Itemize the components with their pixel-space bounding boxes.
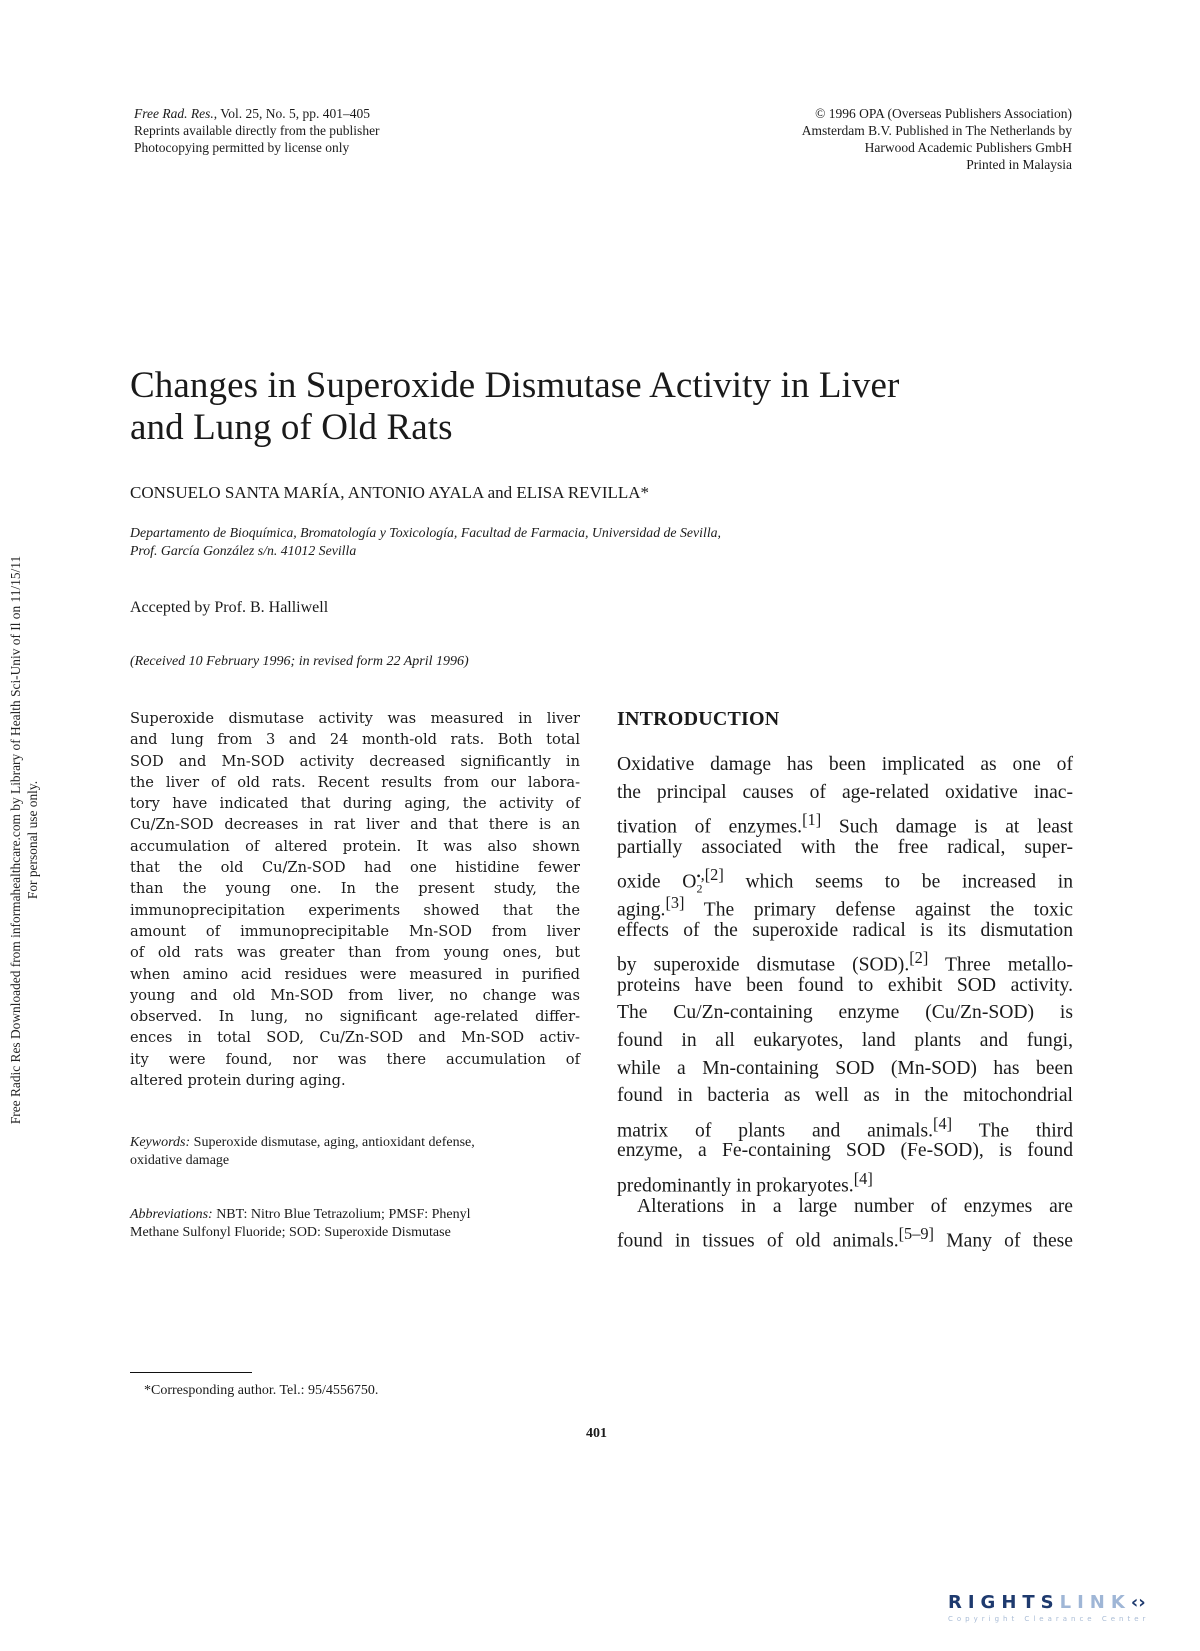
abstract-line: accumulation of altered protein. It was also shown [130,837,580,855]
intro-text: tivation of enzymes. [617,816,803,838]
rightslink-subtitle: Copyright Clearance Center [948,1615,1150,1623]
intro-text: predominantly in prokaryotes. [617,1175,854,1197]
abstract-line: ity were found, nor was there accumulation of [130,1050,580,1068]
abbreviations-label: Abbreviations: [130,1207,213,1222]
keywords-text-cont: oxidative damage [130,1153,230,1168]
printed-in: Printed in Malaysia [966,157,1072,172]
download-notice [7,556,41,1124]
abstract-line: and lung from 3 and 24 month-old rats. Both total [130,731,580,749]
intro-line: The Cu/Zn-containing enzyme (Cu/Zn-SOD) is [617,1002,1073,1024]
intro-line [617,1220,1073,1252]
rightslink-dark: RIGHTS [948,1592,1060,1613]
intro-line: the principal causes of age-related oxidative inac- [617,781,1073,803]
abbreviations-text: NBT: Nitro Blue Tetrazolium; PMSF: Phenyl [212,1207,471,1222]
rightslink-logo[interactable] [948,1593,1178,1627]
intro-line: partially associated with the free radical, super- [617,836,1073,858]
journal-citation [134,105,380,156]
citation-ref: [3] [665,892,685,912]
intro-line: found in bacteria as well as in the mitochondrial [617,1085,1073,1107]
download-notice-line2: For personal use only. [25,780,40,900]
abstract-line: that the old Cu/Zn-SOD had one histidine fewer [130,859,580,877]
keywords [130,1134,585,1170]
received-dates: (Received 10 February 1996; in revised form 22 April 1996) [130,654,469,669]
abstract-line: than the young one. In the present study, the [130,880,580,898]
journal-name: Free Rad. Res. [134,106,214,121]
journal-volume: , Vol. 25, No. 5, pp. 401–405 [213,106,370,121]
article-title-line1: Changes in Superoxide Dismutase Activity in Liver [130,365,900,406]
accepted-by: Accepted by Prof. B. Halliwell [130,599,329,616]
intro-text: Such damage is at least [821,816,1073,838]
abstract-line: ences in total SOD, Cu/Zn-SOD and Mn-SOD activ- [130,1029,580,1047]
rightslink-arrows-icon: ‹› [1130,1592,1146,1613]
abstract-line: of old rats was greater than from young ones, but [130,944,580,962]
affiliation-line1: Departamento de Bioquímica, Bromatología y Toxicología, Facultad de Farmacia, Universidad de Sevilla, [130,525,722,540]
subscript: 2 [696,881,703,896]
intro-line: enzyme, a Fe-containing SOD (Fe-SOD), is found [617,1140,1073,1162]
introduction-body [617,751,1073,1252]
rightslink-light: LINK [1059,1592,1131,1613]
intro-line: Alterations in a large number of enzymes are [637,1195,1073,1217]
intro-line [617,1165,1073,1197]
citation-ref: [4] [933,1113,953,1133]
copyright-line: © 1996 OPA (Overseas Publishers Association) [815,106,1072,121]
intro-text: oxide O [617,871,697,893]
abbreviations-text-cont: Methane Sulfonyl Fluoride; SOD: Superoxide Dismutase [130,1225,451,1240]
intro-line [617,806,1073,838]
abstract-line: Superoxide dismutase activity was measured in liver [130,710,580,727]
abstract-line: altered protein during aging. [130,1072,346,1090]
publisher-info [802,105,1072,173]
abstract-line: amount of immunoprecipitable Mn-SOD from liver [130,922,580,940]
abstract-line: observed. In lung, no significant age-related differ- [130,1008,580,1026]
abstract-line: young and old Mn-SOD from liver, no change was [130,986,580,1004]
intro-line [617,889,1073,921]
download-notice-line1: Free Radic Res Downloaded from informahealthcare.com by Library of Health Sci-Univ of Il on 11/15/11 [8,555,23,1125]
keywords-text: Superoxide dismutase, aging, antioxidant defense, [190,1135,475,1150]
intro-line [617,861,1073,896]
footnote-rule [130,1372,252,1373]
article-title-line2: and Lung of Old Rats [130,407,453,448]
intro-line: while a Mn-containing SOD (Mn-SOD) has been [617,1057,1073,1079]
publisher-name: Harwood Academic Publishers GmbH [864,140,1072,155]
intro-line: effects of the superoxide radical is its dismutation [617,919,1073,941]
abstract-line: when amino acid residues were measured in purified [130,965,580,983]
corresponding-author-footnote: *Corresponding author. Tel.: 95/4556750. [144,1383,379,1398]
intro-line: found in all eukaryotes, land plants and fungi, [617,1029,1073,1051]
affiliation-line2: Prof. García González s/n. 41012 Sevilla [130,543,357,558]
citation-ref: [4] [853,1168,873,1188]
intro-line [617,944,1073,976]
abstract-line: immunoprecipitation experiments showed that the [130,901,580,919]
abstract [130,708,580,1091]
intro-text: by superoxide dismutase (SOD). [617,954,910,976]
intro-line: proteins have been found to exhibit SOD activity. [617,974,1073,996]
introduction-heading: INTRODUCTION [617,708,780,730]
abbreviations [130,1206,585,1242]
abstract-line: Cu/Zn-SOD decreases in rat liver and that there is an [130,816,580,834]
article-title [130,365,1030,449]
intro-text: found in tissues of old animals. [617,1230,899,1252]
intro-text: which seems to be increased in [723,871,1073,893]
citation-ref: [2] [909,948,929,968]
intro-line: Oxidative damage has been implicated as one of [617,754,1073,775]
author-list: CONSUELO SANTA MARÍA, ANTONIO AYALA and ELISA REVILLA* [130,483,650,502]
intro-text: The third [952,1120,1073,1142]
keywords-label: Keywords: [130,1135,191,1150]
affiliation [130,524,721,560]
citation-ref: [1] [802,810,822,830]
download-sidebar [0,460,48,1220]
reprints-note: Reprints available directly from the publisher [134,123,380,138]
page-number: 401 [586,1426,607,1441]
intro-line [617,1110,1073,1142]
intro-text: matrix of plants and animals. [617,1120,934,1142]
intro-text: Many of these [933,1230,1073,1252]
radical-dot: • [696,869,701,884]
publisher-line: Amsterdam B.V. Published in The Netherlands by [801,123,1072,138]
intro-text: The primary defense against the toxic [684,899,1073,921]
citation-ref: [5–9] [898,1224,934,1244]
citation-ref: ,[2] [700,865,724,885]
abstract-line: the liver of old rats. Recent results from our labora- [130,773,580,791]
intro-text: aging. [617,899,666,921]
photocopying-note: Photocopying permitted by license only [134,140,350,155]
abstract-line: SOD and Mn-SOD activity decreased significantly in [130,752,580,770]
intro-text: Three metallo- [928,954,1073,976]
abstract-line: tory have indicated that during aging, the activity of [130,795,580,813]
